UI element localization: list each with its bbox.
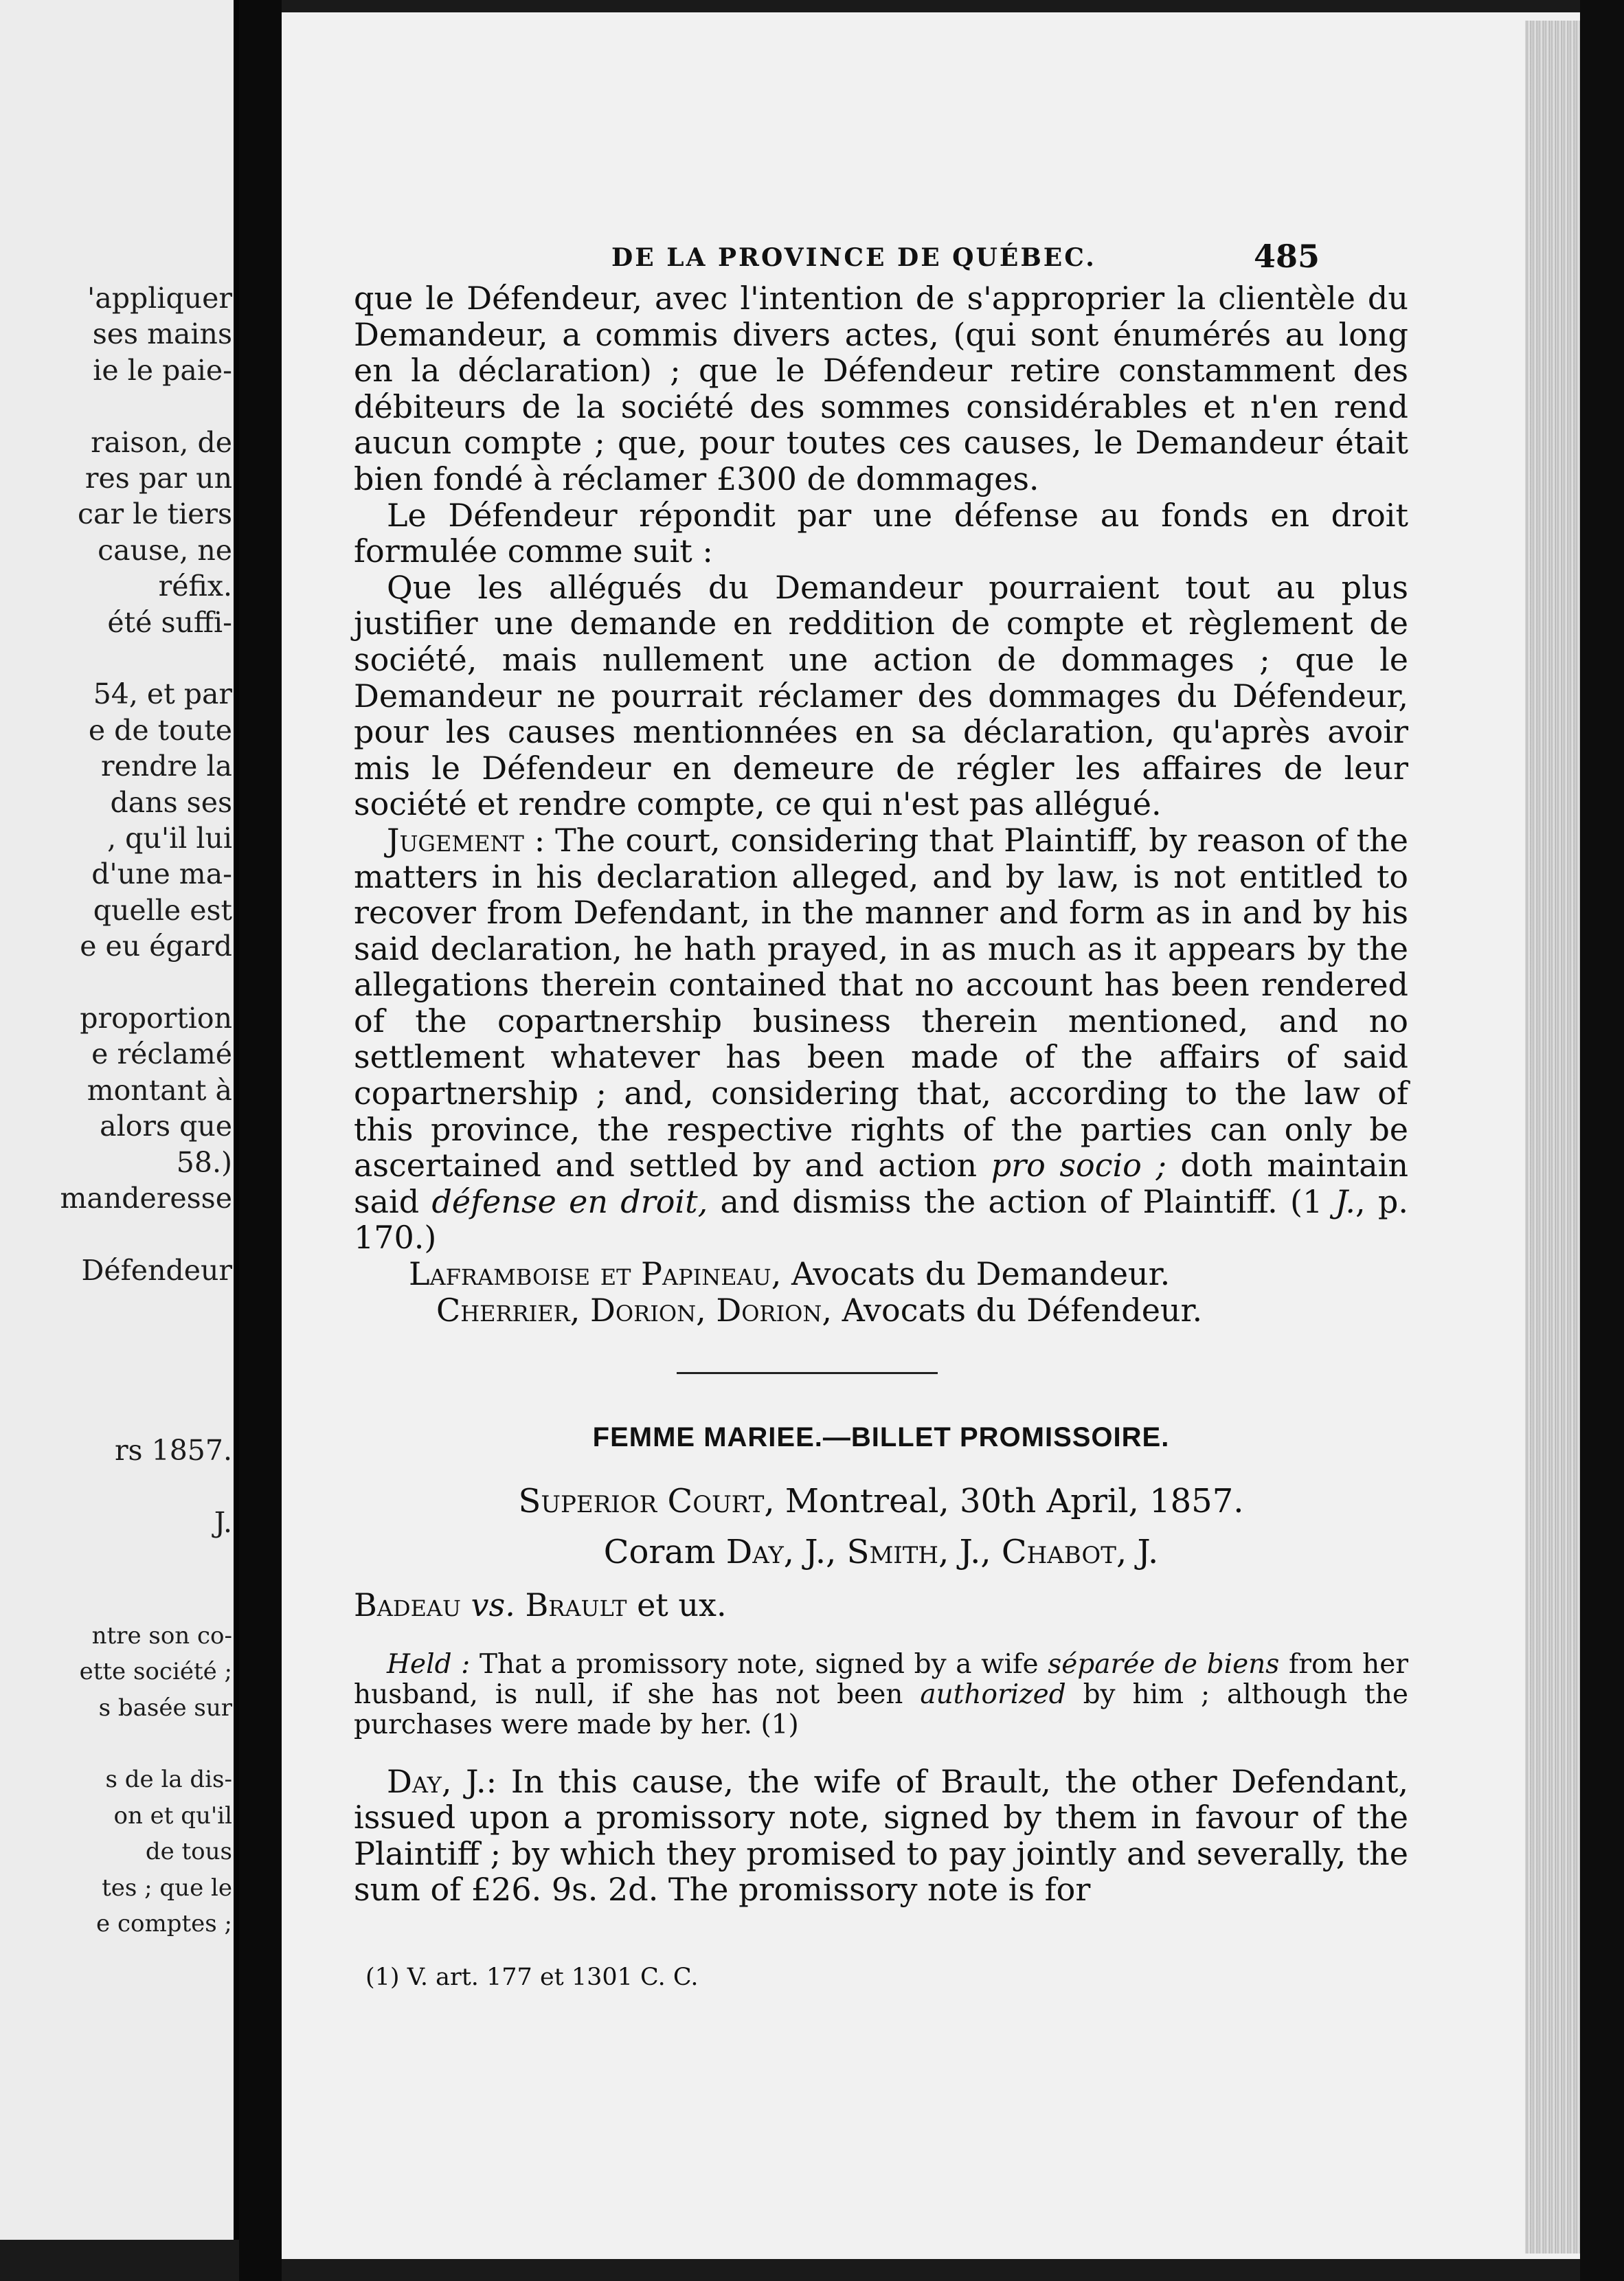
judgment-italic-pro-socio: pro socio ; (991, 1147, 1166, 1184)
left-page-line: rs 1857. (114, 1433, 232, 1467)
opinion-judge: Day, J. (387, 1762, 486, 1800)
paragraph-2: Le Défendeur répondit par une défense au fonds en droit formulée comme suit : (354, 496, 1408, 570)
coram-judges: Day, J., Smith, J., Chabot, J. (725, 1533, 1159, 1572)
court-date: , Montreal, 30th April, 1857. (764, 1481, 1244, 1520)
left-page-line: rendre la (101, 750, 232, 783)
plaintiff-counsel (409, 1256, 1408, 1292)
page-number: 485 (1254, 238, 1320, 275)
parties-tail: et ux. (627, 1586, 727, 1623)
plaintiff-counsel-names: Laframboise et Papineau (409, 1255, 771, 1293)
headnote-label: Held : (387, 1648, 471, 1680)
left-page-line: proportion (80, 1002, 232, 1035)
court-name: Superior Court (518, 1481, 765, 1520)
judgment-label: Jugement (387, 821, 524, 859)
opinion-paragraph (354, 1764, 1408, 1908)
left-page-line: de tous (145, 1838, 232, 1866)
party-plaintiff: Badeau (354, 1586, 462, 1623)
left-page-line: 58.) (176, 1145, 232, 1179)
section-divider (677, 1372, 938, 1374)
left-page-line: dans ses (110, 785, 232, 819)
left-page-line: on et qu'il (113, 1801, 232, 1830)
left-page-line: manderesse (60, 1182, 232, 1215)
left-page-line: J. (214, 1505, 232, 1539)
defendant-counsel-role: , Avocats du Défendeur. (822, 1291, 1203, 1329)
left-page-line: , qu'il lui (107, 822, 232, 855)
coram-line (354, 1534, 1408, 1571)
running-head: DE LA PROVINCE DE QUÉBEC. (611, 243, 1096, 272)
defendant-counsel-names: Cherrier, Dorion, Dorion (436, 1291, 822, 1329)
coram-label: Coram (603, 1533, 726, 1572)
scan-border-right (1580, 0, 1624, 2281)
left-page-line: d'une ma- (91, 857, 232, 891)
left-page-line: alors que (100, 1110, 232, 1143)
defendant-counsel (436, 1292, 1408, 1329)
left-page-line: tes ; que le (102, 1874, 232, 1902)
page-edges (1525, 21, 1580, 2254)
left-page-line: ie le paie- (93, 353, 232, 387)
previous-page-fragment (0, 0, 239, 2240)
left-page-line: e eu égard (80, 930, 232, 963)
page-content (354, 239, 1408, 1908)
headnote-text-b: from her husband, is null, if she has not been (354, 1648, 1408, 1710)
left-page-line: car le tiers (78, 497, 232, 531)
left-page-line: e de toute (88, 713, 232, 747)
judgment-italic-defense: défense en droit, (431, 1182, 708, 1220)
judgment-italic-j: J. (1335, 1182, 1356, 1220)
plaintiff-counsel-role: , Avocats du Demandeur. (771, 1255, 1171, 1293)
left-page-line: 'appliquer (87, 282, 232, 315)
judgment-paragraph (354, 822, 1408, 1256)
paragraph-3: Que les allégués du Demandeur pourraient tout au plus justifier une demande en reddition de compte et règlement de société, mais nullement une action de dommages ; que le Demandeur ne pourrait réclamer des dommages du Défendeur, pour les causes mentionnées en sa déclaration, qu'après avoir mis le Défendeur en demeure de régler les affaires de leur société et rendre compte, ce qui n'est pas allégué. (354, 568, 1408, 823)
judgment-text-c: and dismiss the action of Plaintiff. (1 (708, 1182, 1335, 1220)
left-page-line: réfix. (158, 570, 232, 603)
party-defendant: Brault (525, 1586, 627, 1623)
headnote (354, 1650, 1408, 1740)
left-page-line: Défendeur (81, 1253, 232, 1287)
book-gutter (239, 0, 282, 2281)
left-page-line: été suffi- (107, 605, 232, 639)
left-page-line: s de la dis- (105, 1766, 232, 1794)
headnote-italic-2: authorized (920, 1678, 1066, 1710)
left-page-line: 54, et par (93, 677, 232, 711)
headnote-text-c: by him ; although the purchases were made by her. (1) (354, 1678, 1408, 1740)
left-page-line: ntre son co- (91, 1621, 232, 1650)
left-page-line: res par un (84, 462, 232, 495)
parties-line (354, 1587, 1408, 1623)
left-page-line: quelle est (93, 893, 232, 927)
case-title: FEMME MARIEE.—BILLET PROMISSOIRE. (592, 1422, 1170, 1453)
judgment-text-d: , p. 170.) (354, 1182, 1409, 1257)
left-page-line: ses mains (92, 317, 232, 351)
paragraph-1: que le Défendeur, avec l'intention de s'approprier la clientèle du Demandeur, a commis divers actes, (qui sont énumérés au long en la déclaration) ; que le Défendeur retire constamment des débiteurs de la société des sommes considérables et n'en rend aucun compte ; que, pour toutes ces causes, le Demandeur était bien fondé à réclamer £300 de dommages. (354, 280, 1408, 497)
left-page-line: e réclamé (91, 1037, 232, 1071)
left-page-line: s basée sur (98, 1694, 232, 1722)
left-page-line: e comptes ; (96, 1910, 232, 1937)
book-page (282, 12, 1580, 2259)
left-page-line: montant à (87, 1073, 232, 1107)
left-page-line: cause, ne (98, 533, 232, 567)
judgment-text-a: : The court, considering that Plaintiff, by reason of the matters in his declaration alleged, and by law, is not entitled to recover from Defendant, in the manner and form as in and by his said declaration, he hath prayed, in as much as it appears by the allegations therein contained that no account has been rendered of the copartnership business therein mentioned, and no settlement whatever has been made of the affairs of said copartnership ; and, considering that, according to the law of this province, the respective rights of the parties can only be ascertained and settled by and action (354, 821, 1408, 1184)
footnote: (1) V. art. 177 et 1301 C. C. (365, 1964, 699, 1991)
versus: vs. (461, 1586, 526, 1623)
left-page-line: raison, de (91, 425, 232, 459)
left-page-line: ette société ; (79, 1658, 232, 1686)
judgment-text-b: doth maintain said (354, 1147, 1409, 1220)
headnote-text-a: That a promissory note, signed by a wife (470, 1648, 1048, 1680)
headnote-italic-1: séparée de biens (1048, 1648, 1280, 1680)
court-line (354, 1483, 1408, 1520)
opinion-text: : In this cause, the wife of Brault, the other Defendant, issued upon a promissory note, signed by them in favour of the Plaintiff ; by which they promised to pay jointly and severally, the sum of £26. 9s. 2d. The promissory note is for (354, 1762, 1408, 1909)
